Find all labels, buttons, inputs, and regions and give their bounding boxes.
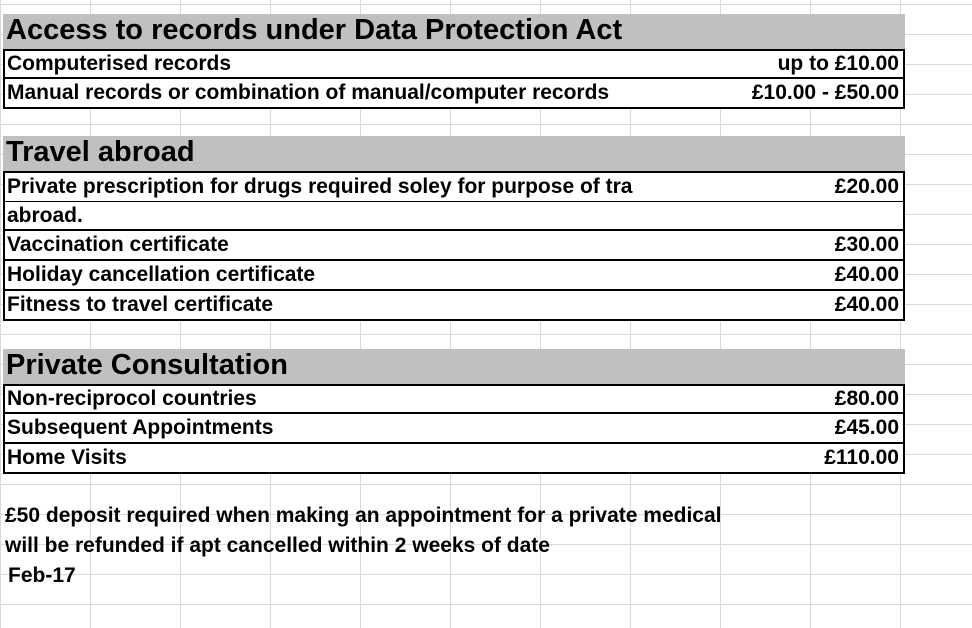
row-label: Fitness to travel certificate — [7, 293, 274, 316]
section-travel-abroad — [3, 136, 905, 321]
row-label: Holiday cancellation certificate — [7, 263, 316, 286]
refund-note: will be refunded if apt cancelled within 2 weeks of date — [5, 534, 550, 557]
row-value: £40.00 — [834, 293, 899, 316]
table-row — [3, 79, 905, 109]
row-label: Home Visits — [7, 446, 127, 469]
section-access-records — [3, 14, 905, 109]
table-row — [3, 384, 905, 414]
row-value: up to £10.00 — [777, 52, 899, 75]
row-label: Subsequent Appointments — [7, 416, 274, 439]
row-label: Private prescription for drugs required soley for purpose of tra — [7, 175, 633, 198]
section-title-travel-abroad: Travel abroad — [3, 136, 905, 171]
row-value: £30.00 — [834, 233, 899, 256]
row-label: Non-reciprocol countries — [7, 387, 257, 410]
row-label: Computerised records — [7, 52, 232, 75]
table-row — [3, 444, 905, 474]
deposit-note: £50 deposit required when making an appointment for a private medical — [5, 504, 722, 527]
table-row — [3, 201, 905, 231]
table-row — [3, 231, 905, 261]
row-label: Vaccination certificate — [7, 233, 229, 256]
row-value: £20.00 — [834, 175, 899, 198]
row-value: £10.00 - £50.00 — [751, 81, 899, 104]
date-label: Feb-17 — [8, 564, 76, 587]
table-row — [3, 171, 905, 201]
table-row — [3, 414, 905, 444]
row-value: £110.00 — [824, 446, 899, 469]
table-row — [3, 49, 905, 79]
section-private-consultation — [3, 349, 905, 474]
row-label: Manual records or combination of manual/computer records — [7, 81, 610, 104]
table-row — [3, 291, 905, 321]
row-value: £80.00 — [834, 387, 899, 410]
section-title-access-records: Access to records under Data Protection Act — [3, 14, 905, 49]
row-value: £40.00 — [834, 263, 899, 286]
table-row — [3, 261, 905, 291]
section-title-private-consultation: Private Consultation — [3, 349, 905, 384]
row-label: abroad. — [7, 203, 83, 227]
row-value: £45.00 — [834, 416, 899, 439]
